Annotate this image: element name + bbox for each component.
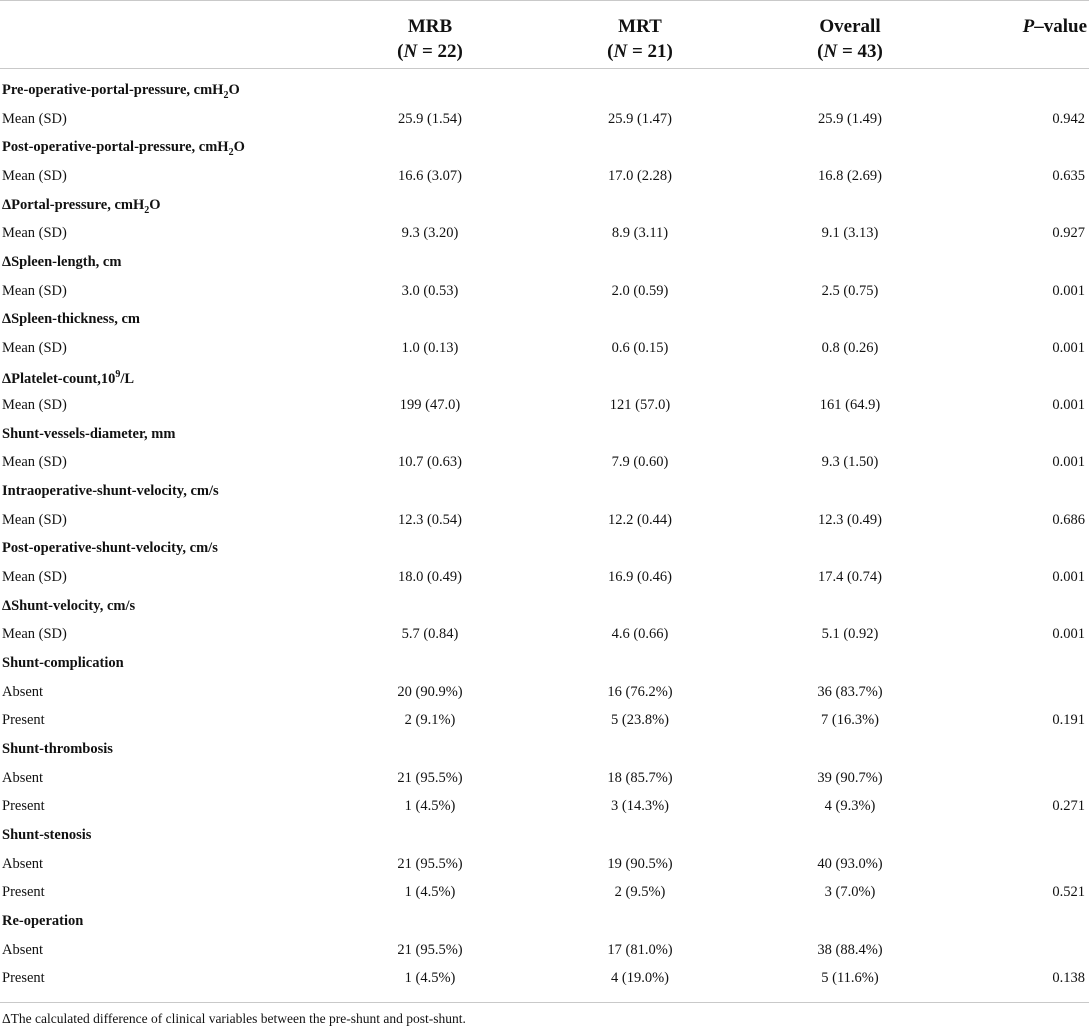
row-label: Absent — [2, 769, 44, 786]
row-label: Mean (SD) — [2, 626, 67, 643]
table-group-row — [0, 133, 1089, 161]
p-value: 0.001 — [1052, 282, 1085, 299]
overall-value: 0.8 (0.26) — [821, 339, 879, 356]
mrb-value: 21 (95.5%) — [397, 941, 463, 958]
table-group-row — [0, 477, 1089, 505]
table-group-row — [0, 248, 1089, 276]
p-value: 0.927 — [1052, 225, 1085, 242]
group-label: Pre-operative-portal-pressure, cmH$_2$O — [2, 82, 240, 101]
header-col-name: MRB — [407, 16, 453, 37]
mrt-value: 2.0 (0.59) — [611, 282, 669, 299]
overall-value: 7 (16.3%) — [821, 712, 879, 729]
overall-value: 17.4 (0.74) — [817, 569, 883, 586]
table-row — [0, 706, 1089, 734]
group-label: Intraoperative-shunt-velocity, cm/s — [2, 483, 219, 500]
mrb-value: 5.7 (0.84) — [401, 626, 459, 643]
header-col-n: (N = 21) — [607, 41, 673, 62]
mrt-value: 17.0 (2.28) — [607, 167, 673, 184]
header-col-pvalue: P–value — [1022, 16, 1087, 37]
overall-value: 5 (11.6%) — [821, 970, 879, 987]
mrt-value: 25.9 (1.47) — [607, 110, 673, 127]
table-row — [0, 105, 1089, 133]
mrt-value: 17 (81.0%) — [607, 941, 673, 958]
overall-value: 2.5 (0.75) — [821, 282, 879, 299]
p-value: 0.191 — [1052, 712, 1085, 729]
group-label: Post-operative-portal-pressure, cmH$_2$O — [2, 139, 245, 159]
mrt-value: 121 (57.0) — [609, 397, 671, 414]
table-group-row — [0, 420, 1089, 448]
table-row — [0, 792, 1089, 820]
table-row — [0, 448, 1089, 476]
mrb-value: 9.3 (3.20) — [401, 225, 459, 242]
group-label: ΔShunt-velocity, cm/s — [2, 597, 136, 614]
mrb-value: 1 (4.5%) — [404, 970, 456, 987]
row-label: Mean (SD) — [2, 282, 67, 299]
table-row — [0, 850, 1089, 878]
overall-value: 3 (7.0%) — [824, 884, 876, 901]
mrb-value: 10.7 (0.63) — [397, 454, 463, 471]
p-value: 0.521 — [1052, 884, 1085, 901]
row-label: Absent — [2, 941, 44, 958]
mrb-value: 21 (95.5%) — [397, 855, 463, 872]
group-label: Shunt-stenosis — [2, 826, 92, 843]
mrb-value: 3.0 (0.53) — [401, 282, 459, 299]
p-value: 0.635 — [1052, 167, 1085, 184]
table-footnote: ΔThe calculated difference of clinical variables between the pre-shunt and post-shunt. — [2, 1011, 466, 1026]
group-label: Re-operation — [2, 912, 84, 929]
overall-value: 25.9 (1.49) — [817, 110, 883, 127]
p-value: 0.138 — [1052, 970, 1085, 987]
mrt-value: 8.9 (3.11) — [611, 225, 669, 242]
overall-value: 9.1 (3.13) — [821, 225, 879, 242]
table-group-row — [0, 191, 1089, 219]
header-col-name: MRT — [618, 16, 662, 37]
row-label: Absent — [2, 683, 44, 700]
header-col-n: (N = 43) — [817, 41, 883, 62]
row-label: Present — [2, 884, 45, 901]
table-row — [0, 162, 1089, 190]
mrt-value: 12.2 (0.44) — [607, 511, 673, 528]
table-row — [0, 219, 1089, 247]
table-row — [0, 620, 1089, 648]
row-label: Mean (SD) — [2, 339, 67, 356]
row-label: Mean (SD) — [2, 225, 67, 242]
table-group-row — [0, 821, 1089, 849]
header-col-n: (N = 22) — [397, 41, 463, 62]
mrb-value: 20 (90.9%) — [397, 683, 463, 700]
mrt-value: 16.9 (0.46) — [607, 569, 673, 586]
overall-value: 161 (64.9) — [819, 397, 881, 414]
mrb-value: 18.0 (0.49) — [397, 569, 463, 586]
row-label: Present — [2, 970, 45, 987]
header-col-overall — [720, 14, 980, 64]
row-label: Mean (SD) — [2, 511, 67, 528]
table-row — [0, 764, 1089, 792]
group-label: Shunt-vessels-diameter, mm — [2, 425, 176, 442]
overall-value: 12.3 (0.49) — [817, 511, 883, 528]
row-label: Mean (SD) — [2, 397, 67, 414]
overall-value: 39 (90.7%) — [817, 769, 883, 786]
group-label: ΔPortal-pressure, cmH$_2$O — [2, 196, 161, 216]
table-group-row — [0, 592, 1089, 620]
mrb-value: 25.9 (1.54) — [397, 110, 463, 127]
p-value: 0.942 — [1052, 110, 1085, 127]
overall-value: 9.3 (1.50) — [821, 454, 879, 471]
row-label: Mean (SD) — [2, 167, 67, 184]
p-value: 0.271 — [1052, 798, 1085, 815]
row-label: Present — [2, 798, 45, 815]
group-label: ΔSpleen-thickness, cm — [2, 311, 140, 328]
p-value: 0.001 — [1052, 397, 1085, 414]
group-label: ΔSpleen-length, cm — [2, 253, 122, 270]
p-value: 0.001 — [1052, 626, 1085, 643]
overall-value: 4 (9.3%) — [824, 798, 876, 815]
table-group-row — [0, 363, 1089, 391]
footer-rule — [0, 1002, 1089, 1003]
table-row — [0, 936, 1089, 964]
p-value: 0.686 — [1052, 511, 1085, 528]
table-top-rule — [0, 0, 1089, 1]
mrt-value: 3 (14.3%) — [611, 798, 669, 815]
mrt-value: 19 (90.5%) — [607, 855, 673, 872]
mrb-value: 1.0 (0.13) — [401, 339, 459, 356]
p-value: 0.001 — [1052, 569, 1085, 586]
overall-value: 38 (88.4%) — [817, 941, 883, 958]
table-row — [0, 506, 1089, 534]
mrt-value: 4 (19.0%) — [611, 970, 669, 987]
header-rule — [0, 68, 1089, 69]
mrt-value: 16 (76.2%) — [607, 683, 673, 700]
overall-value: 16.8 (2.69) — [817, 167, 883, 184]
table-row — [0, 277, 1089, 305]
group-label: ΔPlatelet-$count,10^9/L$ — [2, 368, 135, 387]
mrb-value: 2 (9.1%) — [404, 712, 456, 729]
table-group-row — [0, 76, 1089, 104]
mrt-value: 2 (9.5%) — [614, 884, 666, 901]
row-label: Mean (SD) — [2, 569, 67, 586]
mrt-value: 18 (85.7%) — [607, 769, 673, 786]
mrb-value: 1 (4.5%) — [404, 884, 456, 901]
group-label: Shunt-complication — [2, 655, 124, 671]
header-col-name: Overall — [819, 16, 881, 37]
table-group-row — [0, 534, 1089, 562]
mrt-value: 4.6 (0.66) — [611, 626, 669, 643]
group-label: Shunt-thrombosis — [2, 740, 113, 757]
row-label: Present — [2, 712, 45, 729]
overall-value: 5.1 (0.92) — [821, 626, 879, 643]
mrt-value: 5 (23.8%) — [611, 712, 669, 729]
table-row — [0, 964, 1089, 992]
table-row — [0, 563, 1089, 591]
table-group-row — [0, 907, 1089, 935]
overall-value: 36 (83.7%) — [817, 683, 883, 700]
table-group-row — [0, 305, 1089, 333]
table-row — [0, 334, 1089, 362]
mrb-value: 1 (4.5%) — [404, 798, 456, 815]
group-label: Post-operative-shunt-velocity, cm/s — [2, 540, 218, 557]
row-label: Mean (SD) — [2, 110, 67, 127]
mrt-value: 0.6 (0.15) — [611, 339, 669, 356]
mrt-value: 7.9 (0.60) — [611, 454, 669, 471]
mrb-value: 199 (47.0) — [399, 397, 461, 414]
table-group-row — [0, 649, 1089, 677]
mrb-value: 12.3 (0.54) — [397, 511, 463, 528]
row-label: Mean (SD) — [2, 454, 67, 471]
mrb-value: 16.6 (3.07) — [397, 167, 463, 184]
overall-value: 40 (93.0%) — [817, 855, 883, 872]
table-group-row — [0, 735, 1089, 763]
table-row — [0, 678, 1089, 706]
table-row — [0, 391, 1089, 419]
mrb-value: 21 (95.5%) — [397, 769, 463, 786]
row-label: Absent — [2, 855, 44, 872]
table-row — [0, 878, 1089, 906]
p-value: 0.001 — [1052, 339, 1085, 356]
p-value: 0.001 — [1052, 454, 1085, 471]
